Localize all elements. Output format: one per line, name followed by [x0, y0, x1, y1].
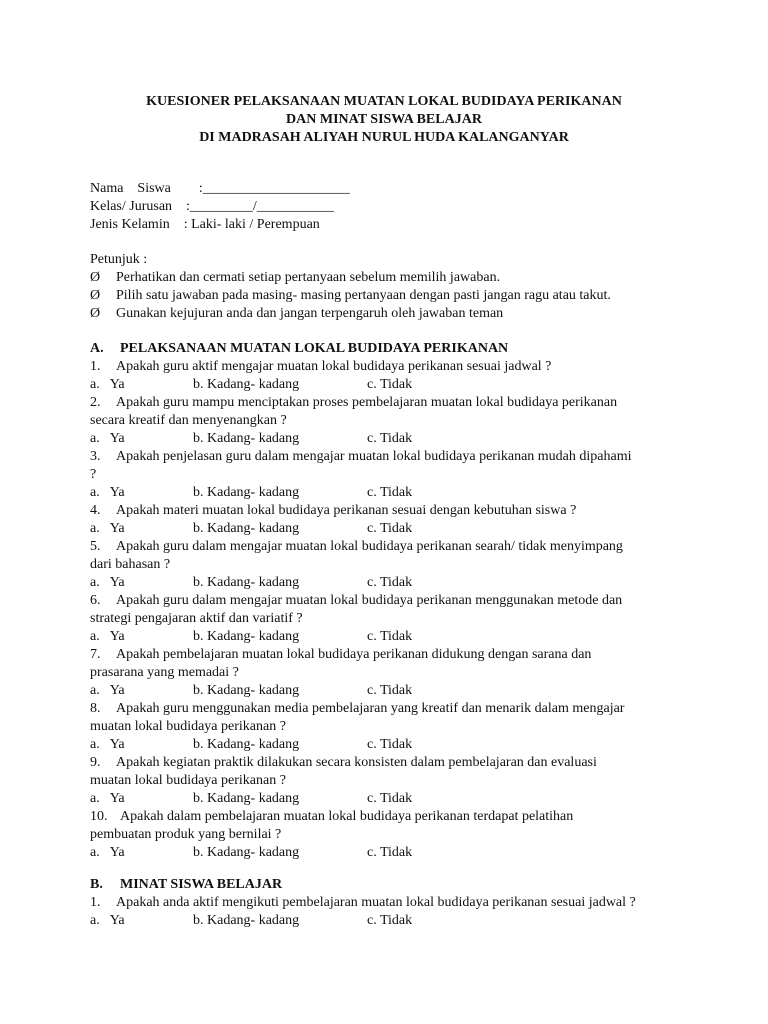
section-a-heading — [90, 340, 508, 358]
question-line: Apakah kegiatan praktik dilakukan secara konsisten dalam pembelajaran dan evaluasi — [116, 755, 597, 770]
petunjuk-text: Pilih satu jawaban pada masing- masing pertanyaan dengan pasti jangan ragu atau takut. — [116, 288, 611, 303]
question-number: 8. — [90, 701, 101, 716]
option-kadang-kadang[interactable]: b. Kadang- kadang — [193, 683, 300, 698]
question-number: 2. — [90, 395, 101, 410]
question-number: 10. — [90, 809, 108, 824]
option-ya[interactable]: a. Ya — [90, 683, 125, 698]
option-tidak[interactable]: c. Tidak — [367, 791, 413, 806]
question-number: 5. — [90, 539, 101, 554]
question-line: Apakah guru aktif mengajar muatan lokal budidaya perikanan sesuai jadwal ? — [116, 359, 552, 374]
question-text — [90, 592, 622, 610]
question-text — [90, 646, 591, 664]
question-text — [90, 502, 576, 520]
question-line: Apakah guru dalam mengajar muatan lokal budidaya perikanan searah/ tidak menyimpang — [116, 539, 623, 554]
title-line-3: DI MADRASAH ALIYAH NURUL HUDA KALANGANYAR — [199, 130, 569, 145]
section-letter: A. — [90, 341, 104, 356]
option-ya[interactable]: a. Ya — [90, 431, 125, 446]
question-number: 9. — [90, 755, 101, 770]
question-line-continued: secara kreatif dan menyenangkan ? — [90, 413, 287, 428]
petunjuk-label: Petunjuk : — [90, 252, 148, 267]
option-kadang-kadang[interactable]: b. Kadang- kadang — [193, 521, 300, 536]
question-text — [90, 894, 636, 912]
option-kadang-kadang[interactable]: b. Kadang- kadang — [193, 575, 300, 590]
option-kadang-kadang[interactable]: b. Kadang- kadang — [193, 431, 300, 446]
question-line: Apakah guru mampu menciptakan proses pembelajaran muatan lokal budidaya perikanan — [116, 395, 618, 410]
title-line-2: DAN MINAT SISWA BELAJAR — [286, 112, 482, 127]
option-tidak[interactable]: c. Tidak — [367, 737, 413, 752]
petunjuk-text: Perhatikan dan cermati setiap pertanyaan sebelum memilih jawaban. — [116, 270, 501, 285]
option-tidak[interactable]: c. Tidak — [367, 845, 413, 860]
question-line: Apakah pembelajaran muatan lokal budidaya perikanan didukung dengan sarana dan — [116, 647, 592, 662]
section-b-heading — [90, 876, 282, 894]
question-line: Apakah guru dalam mengajar muatan lokal budidaya perikanan menggunakan metode dan — [116, 593, 623, 608]
section-title: MINAT SISWA BELAJAR — [120, 877, 283, 892]
option-tidak[interactable]: c. Tidak — [367, 575, 413, 590]
option-ya[interactable]: a. Ya — [90, 485, 125, 500]
question-number: 4. — [90, 503, 101, 518]
question-number: 3. — [90, 449, 101, 464]
option-ya[interactable]: a. Ya — [90, 845, 125, 860]
option-kadang-kadang[interactable]: b. Kadang- kadang — [193, 485, 300, 500]
option-kadang-kadang[interactable]: b. Kadang- kadang — [193, 377, 300, 392]
question-line-continued: ? — [90, 467, 97, 482]
option-ya[interactable]: a. Ya — [90, 791, 125, 806]
question-text — [90, 700, 624, 718]
question-text — [90, 754, 597, 772]
section-letter: B. — [90, 877, 103, 892]
question-text — [90, 538, 623, 556]
option-kadang-kadang[interactable]: b. Kadang- kadang — [193, 791, 300, 806]
option-tidak[interactable]: c. Tidak — [367, 485, 413, 500]
question-text — [90, 808, 573, 826]
petunjuk-item — [90, 287, 611, 305]
question-line-continued: prasarana yang memadai ? — [90, 665, 239, 680]
option-kadang-kadang[interactable]: b. Kadang- kadang — [193, 845, 300, 860]
question-line: Apakah penjelasan guru dalam mengajar muatan lokal budidaya perikanan mudah dipahami — [116, 449, 632, 464]
field-jenis-kelamin: Jenis Kelamin : Laki- laki / Perempuan — [90, 217, 320, 232]
question-number: 1. — [90, 359, 101, 374]
option-ya[interactable]: a. Ya — [90, 629, 125, 644]
bullet-icon: Ø — [90, 288, 101, 303]
question-line-continued: dari bahasan ? — [90, 557, 171, 572]
option-tidak[interactable]: c. Tidak — [367, 629, 413, 644]
question-line-continued: strategi pengajaran aktif dan variatif ? — [90, 611, 303, 626]
question-line-continued: pembuatan produk yang bernilai ? — [90, 827, 282, 842]
option-ya[interactable]: a. Ya — [90, 377, 125, 392]
petunjuk-item — [90, 269, 500, 287]
question-line: Apakah guru menggunakan media pembelajaran yang kreatif dan menarik dalam mengajar — [116, 701, 625, 716]
option-ya[interactable]: a. Ya — [90, 737, 125, 752]
option-tidak[interactable]: c. Tidak — [367, 521, 413, 536]
question-line: Apakah materi muatan lokal budidaya perikanan sesuai dengan kebutuhan siswa ? — [116, 503, 577, 518]
option-ya[interactable]: a. Ya — [90, 575, 125, 590]
question-line: Apakah anda aktif mengikuti pembelajaran muatan lokal budidaya perikanan sesuai jadwal ? — [116, 895, 636, 910]
question-line-continued: muatan lokal budidaya perikanan ? — [90, 719, 286, 734]
question-line: Apakah dalam pembelajaran muatan lokal budidaya perikanan terdapat pelatihan — [120, 809, 574, 824]
option-tidak[interactable]: c. Tidak — [367, 683, 413, 698]
option-kadang-kadang[interactable]: b. Kadang- kadang — [193, 737, 300, 752]
option-ya[interactable]: a. Ya — [90, 521, 125, 536]
option-ya[interactable]: a. Ya — [90, 913, 125, 928]
section-title: PELAKSANAAN MUATAN LOKAL BUDIDAYA PERIKANAN — [120, 341, 509, 356]
question-text — [90, 394, 617, 412]
question-number: 6. — [90, 593, 101, 608]
option-kadang-kadang[interactable]: b. Kadang- kadang — [193, 913, 300, 928]
title-line-1: KUESIONER PELAKSANAAN MUATAN LOKAL BUDIDAYA PERIKANAN — [146, 94, 622, 109]
option-tidak[interactable]: c. Tidak — [367, 431, 413, 446]
bullet-icon: Ø — [90, 270, 101, 285]
bullet-icon: Ø — [90, 306, 101, 321]
field-nama: Nama Siswa :_____________________ — [90, 181, 350, 196]
question-text — [90, 448, 631, 466]
question-line-continued: muatan lokal budidaya perikanan ? — [90, 773, 286, 788]
petunjuk-item — [90, 305, 503, 323]
option-tidak[interactable]: c. Tidak — [367, 377, 413, 392]
petunjuk-text: Gunakan kejujuran anda dan jangan terpengaruh oleh jawaban teman — [116, 306, 504, 321]
question-number: 7. — [90, 647, 101, 662]
field-kelas: Kelas/ Jurusan :_________/___________ — [90, 199, 334, 214]
option-kadang-kadang[interactable]: b. Kadang- kadang — [193, 629, 300, 644]
question-text — [90, 358, 551, 376]
question-number: 1. — [90, 895, 101, 910]
option-tidak[interactable]: c. Tidak — [367, 913, 413, 928]
